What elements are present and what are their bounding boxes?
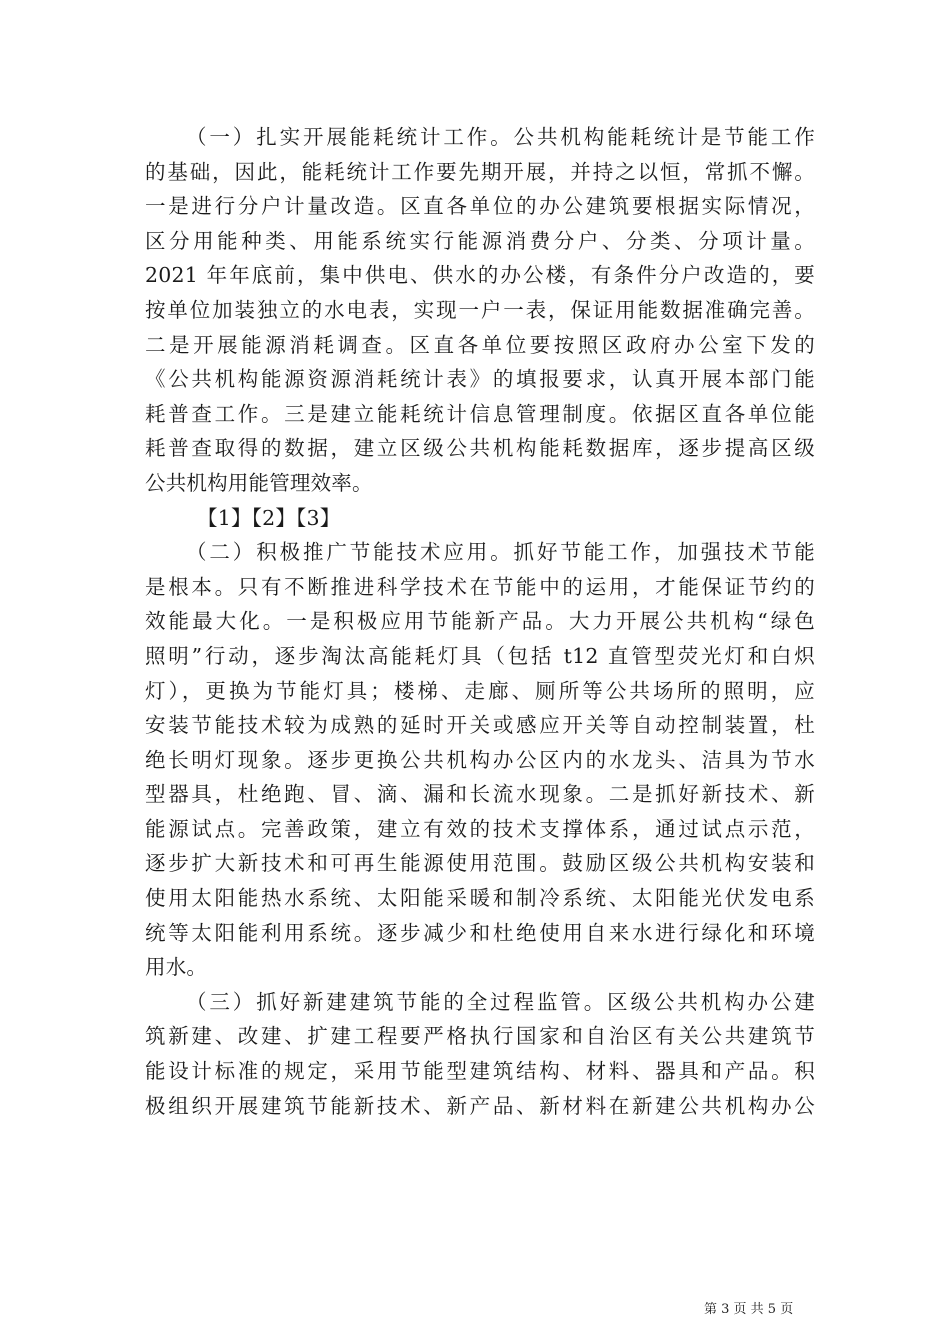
text-line: 用水。 <box>145 955 208 980</box>
text-line: 筑新建、改建、扩建工程要严格执行国家和自治区有关公共建筑节 <box>145 1024 815 1049</box>
text-line: 的基础，因此，能耗统计工作要先期开展，并持之以恒，常抓不懈。 <box>145 159 815 184</box>
text-line: 能设计标准的规定，采用节能型建筑结构、材料、器具和产品。积 <box>145 1059 815 1084</box>
text-line: 照明”行动，逐步淘汰高能耗灯具（包括 t12 直管型荧光灯和白炽 <box>145 643 815 668</box>
text-line: 灯），更换为节能灯具；楼梯、走廊、厕所等公共场所的照明，应 <box>145 678 815 703</box>
text-line: 极组织开展建筑节能新技术、新产品、新材料在新建公共机构办公 <box>145 1093 815 1118</box>
text-line: 逐步扩大新技术和可再生能源使用范围。鼓励区级公共机构安装和 <box>145 851 815 876</box>
text-line: 二是开展能源消耗调查。区直各单位要按照区政府办公室下发的 <box>145 332 815 357</box>
text-line: 效能最大化。一是积极应用节能新产品。大力开展公共机构“绿色 <box>145 609 815 634</box>
document-body <box>145 120 815 1123</box>
text-line: （三）抓好新建建筑节能的全过程监管。区级公共机构办公建 <box>186 989 815 1014</box>
text-line: 【1】【2】【3】 <box>197 505 341 530</box>
text-line: 统等太阳能利用系统。逐步减少和杜绝使用自来水进行绿化和环境 <box>145 920 815 945</box>
text-line: 按单位加装独立的水电表，实现一户一表，保证用能数据准确完善。 <box>145 297 815 322</box>
text-line: （一）扎实开展能耗统计工作。公共机构能耗统计是节能工作 <box>186 125 815 149</box>
text-line: 能源试点。完善政策，建立有效的技术支撑体系，通过试点示范， <box>145 816 815 841</box>
text-line: 使用太阳能热水系统、太阳能采暖和制冷系统、太阳能光伏发电系 <box>145 886 815 911</box>
text-line: 是根本。只有不断推进科学技术在节能中的运用，才能保证节约的 <box>145 574 815 599</box>
text-line: 《公共机构能源资源消耗统计表》的填报要求，认真开展本部门能 <box>145 367 815 392</box>
text-line: （二）积极推广节能技术应用。抓好节能工作，加强技术节能 <box>186 540 815 565</box>
text-line: 耗普查取得的数据，建立区级公共机构能耗数据库，逐步提高区级 <box>145 436 815 461</box>
text-line: 区分用能种类、用能系统实行能源消费分户、分类、分项计量。 <box>145 228 815 253</box>
page-number: 第 3 页 共 5 页 <box>704 1302 794 1317</box>
text-line: 一是进行分户计量改造。区直各单位的办公建筑要根据实际情况， <box>145 194 815 219</box>
text-line: 公共机构用能管理效率。 <box>145 470 373 495</box>
text-line: 耗普查工作。三是建立能耗统计信息管理制度。依据区直各单位能 <box>145 401 815 426</box>
text-line: 2021 年年底前，集中供电、供水的办公楼，有条件分户改造的，要 <box>145 263 815 288</box>
text-line: 绝长明灯现象。逐步更换公共机构办公区内的水龙头、洁具为节水 <box>145 747 815 772</box>
text-line: 安装节能技术较为成熟的延时开关或感应开关等自动控制装置，杜 <box>145 713 815 738</box>
text-line: 型器具，杜绝跑、冒、滴、漏和长流水现象。二是抓好新技术、新 <box>145 782 815 807</box>
